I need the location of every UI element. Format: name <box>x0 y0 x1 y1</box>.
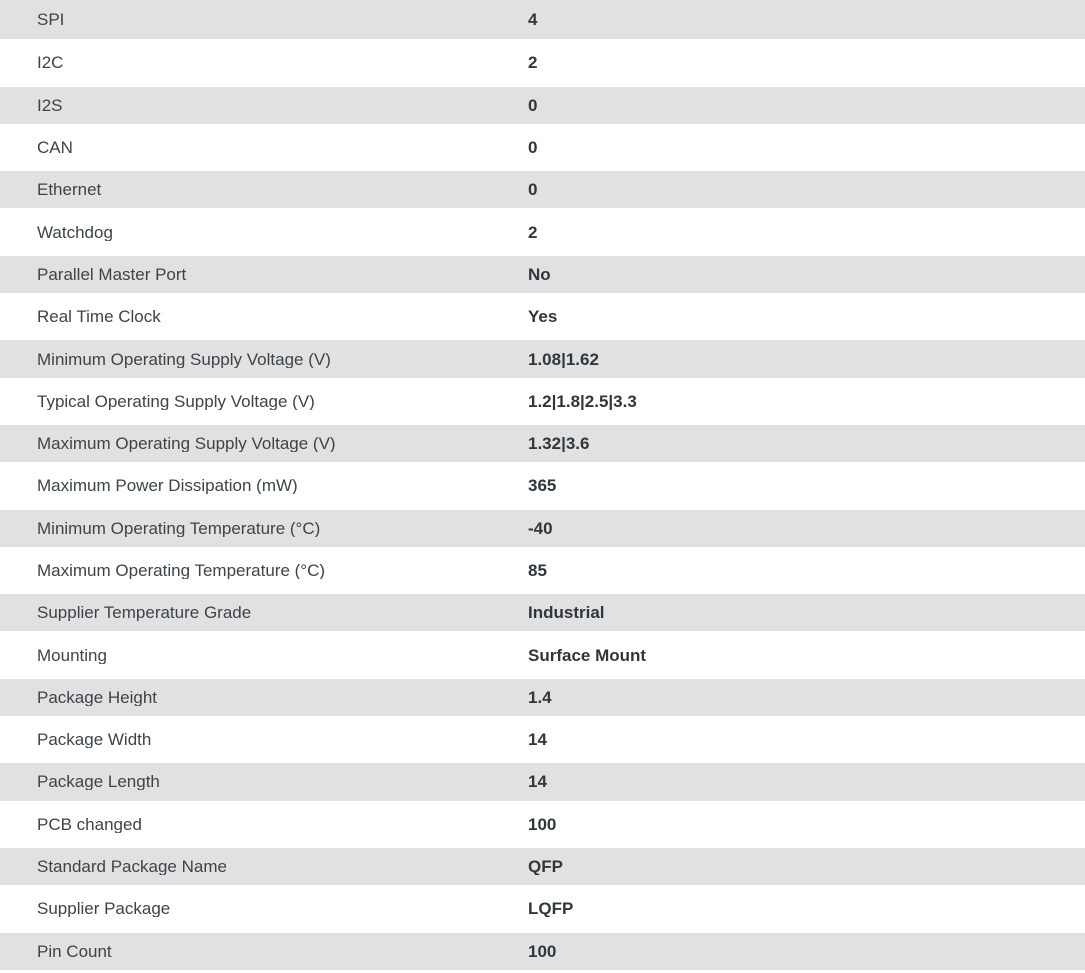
spec-label: Supplier Package <box>37 900 171 918</box>
spec-label: Watchdog <box>37 223 113 241</box>
spec-label: Ethernet <box>37 181 102 199</box>
table-row <box>0 846 1085 888</box>
spec-value: 0 <box>528 181 538 199</box>
table-row <box>0 592 1085 634</box>
spec-label: Maximum Power Dissipation (mW) <box>37 477 298 495</box>
spec-label: I2C <box>37 54 64 72</box>
spec-label: Supplier Temperature Grade <box>37 604 252 622</box>
spec-value: Surface Mount <box>528 646 647 664</box>
table-row <box>0 804 1085 846</box>
spec-value: 0 <box>528 139 538 157</box>
spec-value: QFP <box>528 858 563 876</box>
spec-value: 2 <box>528 223 538 241</box>
spec-value: 1.08|1.62 <box>528 350 599 368</box>
spec-value: 100 <box>528 815 557 833</box>
spec-label: Package Width <box>37 731 152 749</box>
table-row <box>0 211 1085 253</box>
spec-value: 0 <box>528 96 538 114</box>
spec-value: 1.4 <box>528 688 552 706</box>
table-row <box>0 888 1085 930</box>
spec-label: Maximum Operating Supply Voltage (V) <box>37 435 336 453</box>
table-row <box>0 127 1085 169</box>
spec-label: Parallel Master Port <box>37 265 187 283</box>
table-row <box>0 931 1085 973</box>
table-row <box>0 550 1085 592</box>
spec-label: Package Height <box>37 688 158 706</box>
spec-value: 85 <box>528 562 547 579</box>
spec-value: 4 <box>528 11 538 29</box>
table-row <box>0 677 1085 719</box>
table-row <box>0 338 1085 380</box>
spec-label: CAN <box>37 139 73 157</box>
spec-label: Minimum Operating Temperature (°C) <box>37 519 321 537</box>
spec-value: 2 <box>528 54 538 72</box>
table-row <box>0 465 1085 507</box>
spec-label: Standard Package Name <box>37 858 227 876</box>
spec-label: Typical Operating Supply Voltage (V) <box>37 392 315 410</box>
spec-label: Pin Count <box>37 942 112 960</box>
table-row <box>0 296 1085 338</box>
spec-label: PCB changed <box>37 815 142 833</box>
table-row <box>0 381 1085 423</box>
spec-value: 1.32|3.6 <box>528 435 590 453</box>
spec-value: No <box>528 265 551 283</box>
spec-label: Mounting <box>37 646 107 664</box>
spec-value: 1.2|1.8|2.5|3.3 <box>528 392 637 410</box>
spec-value: Industrial <box>528 604 605 622</box>
spec-value: -40 <box>528 519 553 537</box>
table-row <box>0 508 1085 550</box>
spec-label: Real Time Clock <box>37 308 161 326</box>
table-row <box>0 761 1085 803</box>
spec-value: 14 <box>528 731 547 749</box>
spec-label: I2S <box>37 96 63 114</box>
spec-label: Maximum Operating Temperature (°C) <box>37 562 326 579</box>
table-row <box>0 0 1085 42</box>
table-row <box>0 42 1085 84</box>
spec-label: Package Length <box>37 773 160 791</box>
table-row <box>0 719 1085 761</box>
spec-value: 100 <box>528 942 557 960</box>
table-row <box>0 634 1085 676</box>
table-row <box>0 85 1085 127</box>
table-row <box>0 254 1085 296</box>
spec-value: LQFP <box>528 900 574 918</box>
spec-label: SPI <box>37 11 65 29</box>
spec-value: 14 <box>528 773 547 791</box>
spec-value: Yes <box>528 308 558 326</box>
spec-value: 365 <box>528 477 557 495</box>
table-row <box>0 169 1085 211</box>
spec-label: Minimum Operating Supply Voltage (V) <box>37 350 331 368</box>
table-row <box>0 423 1085 465</box>
